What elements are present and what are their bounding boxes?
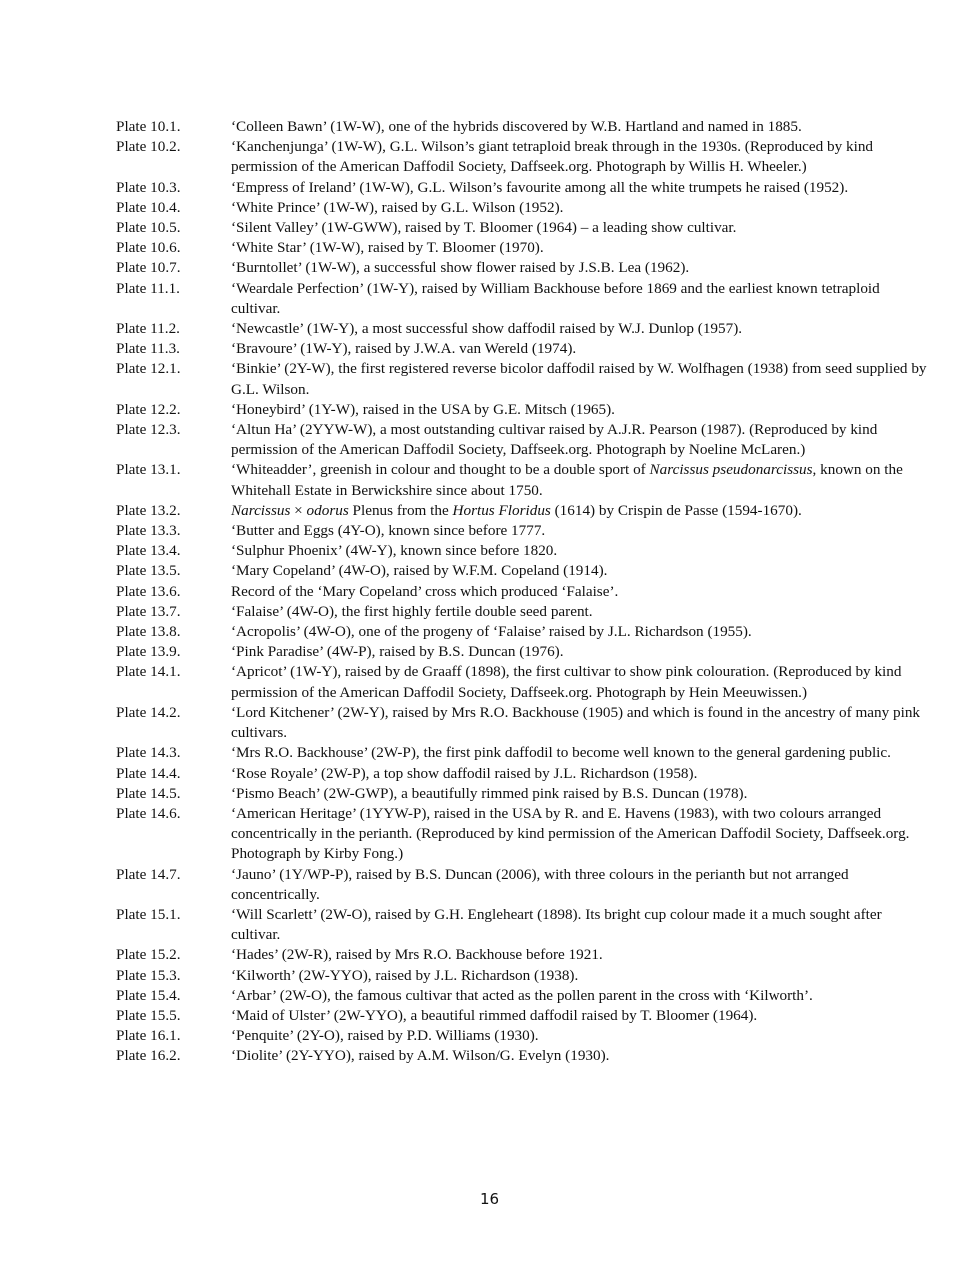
- plate-caption: [231, 582, 931, 602]
- plate-caption: [231, 966, 931, 986]
- plate-entry: [116, 1046, 931, 1066]
- plate-entry: [116, 662, 931, 702]
- plate-entry: [116, 622, 931, 642]
- plate-entry: [116, 945, 931, 965]
- plate-entry: [116, 1026, 931, 1046]
- caption-text: ‘Empress of Ireland’ (1W-W), G.L. Wilson’s favourite among all the white trumpets he raised (1952).: [231, 178, 849, 196]
- plate-label: Plate 13.4.: [116, 542, 181, 560]
- caption-text: ‘Mary Copeland’ (4W-O), raised by W.F.M. Copeland (1914).: [231, 562, 608, 580]
- plate-label: Plate 12.3.: [116, 421, 181, 439]
- plate-caption: [231, 400, 931, 420]
- plate-entry: [116, 258, 931, 278]
- caption-text: ‘Maid of Ulster’ (2W-YYO), a beautiful rimmed daffodil raised by T. Bloomer (1964).: [231, 1006, 758, 1024]
- plate-entry: [116, 218, 931, 238]
- caption-text: ‘Diolite’ (2Y-YYO), raised by A.M. Wilson/G. Evelyn (1930).: [231, 1047, 610, 1065]
- caption-text: ‘White Prince’ (1W-W), raised by G.L. Wilson (1952).: [231, 198, 564, 216]
- caption-text: ‘Mrs R.O. Backhouse’ (2W-P), the first pink daffodil to become well known to the general gardening public.: [231, 744, 891, 762]
- caption-text: ‘Acropolis’ (4W-O), one of the progeny of ‘Falaise’ raised by J.L. Richardson (1955).: [231, 623, 752, 641]
- plate-entry: [116, 178, 931, 198]
- plate-caption: [231, 945, 931, 965]
- plate-caption: [231, 1026, 931, 1046]
- plate-caption: [231, 178, 931, 198]
- plate-label: Plate 13.9.: [116, 643, 181, 661]
- caption-text: ‘Bravoure’ (1W-Y), raised by J.W.A. van Wereld (1974).: [231, 340, 577, 358]
- plate-entry: [116, 238, 931, 258]
- plate-caption: [231, 804, 931, 865]
- plate-caption: [231, 602, 931, 622]
- plate-entry: [116, 339, 931, 359]
- plate-caption: [231, 764, 931, 784]
- plate-entry: [116, 582, 931, 602]
- caption-text: ‘Pink Paradise’ (4W-P), raised by B.S. Duncan (1976).: [231, 643, 564, 661]
- plate-caption: [231, 198, 931, 218]
- caption-text: ‘Weardale Perfection’ (1W-Y), raised by William Backhouse before 1869 and the earliest known tetraploid cultivar.: [231, 279, 880, 317]
- plate-list: [116, 117, 931, 1067]
- plate-caption: [231, 501, 931, 521]
- plate-entry: [116, 117, 931, 137]
- caption-text: ‘Burntollet’ (1W-W), a successful show flower raised by J.S.B. Lea (1962).: [231, 259, 690, 277]
- plate-label: Plate 10.1.: [116, 118, 181, 135]
- plate-entry: [116, 420, 931, 460]
- caption-text: Record of the ‘Mary Copeland’ cross which produced ‘Falaise’.: [231, 582, 619, 600]
- plate-label: Plate 10.7.: [116, 259, 181, 277]
- italic-text: Narcissus: [231, 501, 291, 519]
- caption-text: ‘Silent Valley’ (1W-GWW), raised by T. Bloomer (1964) – a leading show cultivar.: [231, 219, 737, 237]
- plate-label: Plate 10.2.: [116, 138, 181, 156]
- plate-label: Plate 13.3.: [116, 522, 181, 540]
- plate-caption: [231, 865, 931, 905]
- caption-text: ‘Hades’ (2W-R), raised by Mrs R.O. Backhouse before 1921.: [231, 946, 603, 964]
- plate-entry: [116, 642, 931, 662]
- plate-caption: [231, 521, 931, 541]
- plate-caption: [231, 784, 931, 804]
- plate-label: Plate 14.6.: [116, 804, 181, 822]
- caption-text: ‘Altun Ha’ (2YYW-W), a most outstanding cultivar raised by A.J.R. Pearson (1987). (Reproduced by kind permission of the American Daffodil Society, Daffseek.org. Photograph by Noeline McLaren.): [231, 421, 878, 459]
- plate-entry: [116, 966, 931, 986]
- plate-entry: [116, 319, 931, 339]
- plate-label: Plate 15.1.: [116, 905, 181, 923]
- plate-label: Plate 14.4.: [116, 764, 181, 782]
- plate-label: Plate 11.1.: [116, 279, 180, 297]
- caption-text: ‘Newcastle’ (1W-Y), a most successful show daffodil raised by W.J. Dunlop (1957).: [231, 320, 743, 338]
- plate-caption: [231, 541, 931, 561]
- caption-text: ‘White Star’ (1W-W), raised by T. Bloomer (1970).: [231, 239, 544, 257]
- caption-text: ‘Lord Kitchener’ (2W-Y), raised by Mrs R.O. Backhouse (1905) and which is found in the ancestry of many pink cultivars.: [231, 703, 921, 742]
- plate-caption: [231, 561, 931, 581]
- page-number: 16: [479, 1190, 500, 1208]
- caption-text: ×: [290, 501, 307, 519]
- plate-label: Plate 11.2.: [116, 320, 180, 338]
- plate-entry: [116, 460, 931, 500]
- plate-label: Plate 13.8.: [116, 623, 181, 641]
- caption-text: , known on the Whitehall Estate in Berwickshire since about 1750.: [231, 461, 903, 499]
- plate-caption: [231, 905, 931, 945]
- caption-text: ‘Penquite’ (2Y-O), raised by P.D. Williams (1930).: [231, 1027, 539, 1045]
- plate-entry: [116, 804, 931, 865]
- caption-text: ‘Colleen Bawn’ (1W-W), one of the hybrids discovered by W.B. Hartland and named in 1885.: [231, 118, 802, 135]
- plate-entry: [116, 279, 931, 319]
- caption-text: ‘Jauno’ (1Y/WP-P), raised by B.S. Duncan (2006), with three colours in the perianth but not arranged concentrically.: [231, 865, 849, 903]
- plate-label: Plate 10.6.: [116, 239, 181, 257]
- caption-text: (1614) by Crispin de Passe (1594-1670).: [550, 501, 802, 519]
- plate-caption: [231, 238, 931, 258]
- plate-entry: [116, 1006, 931, 1026]
- plate-caption: [231, 642, 931, 662]
- plate-caption: [231, 117, 931, 137]
- plate-label: Plate 11.3.: [116, 340, 180, 358]
- caption-text: ‘Binkie’ (2Y-W), the first registered reverse bicolor daffodil raised by W. Wolfhagen (1938) from seed supplied by G.L. Wilson.: [231, 360, 927, 398]
- caption-text: ‘Falaise’ (4W-O), the first highly fertile double seed parent.: [231, 602, 593, 620]
- plate-label: Plate 14.2.: [116, 703, 181, 721]
- plate-entry: [116, 764, 931, 784]
- plate-label: Plate 15.3.: [116, 966, 181, 984]
- plate-label: Plate 16.1.: [116, 1027, 181, 1045]
- caption-text: ‘Sulphur Phoenix’ (4W-Y), known since before 1820.: [231, 542, 558, 560]
- caption-text: ‘Pismo Beach’ (2W-GWP), a beautifully rimmed pink raised by B.S. Duncan (1978).: [231, 784, 748, 802]
- plate-label: Plate 15.4.: [116, 986, 181, 1004]
- plate-label: Plate 10.5.: [116, 219, 181, 237]
- plate-entry: [116, 521, 931, 541]
- plate-label: Plate 13.7.: [116, 602, 181, 620]
- plate-entry: [116, 359, 931, 399]
- plate-entry: [116, 541, 931, 561]
- plate-caption: [231, 662, 931, 702]
- plate-entry: [116, 905, 931, 945]
- plate-caption: [231, 420, 931, 460]
- plate-label: Plate 14.1.: [116, 663, 181, 681]
- plate-caption: [231, 339, 931, 359]
- plate-label: Plate 12.2.: [116, 400, 181, 418]
- plate-caption: [231, 1006, 931, 1026]
- plate-caption: [231, 137, 931, 177]
- plate-label: Plate 14.7.: [116, 865, 181, 883]
- italic-text: Narcissus pseudonarcissus: [649, 461, 813, 479]
- plate-label: Plate 15.5.: [116, 1006, 181, 1024]
- caption-text: ‘Honeybird’ (1Y-W), raised in the USA by G.E. Mitsch (1965).: [231, 400, 615, 418]
- plate-label: Plate 15.2.: [116, 946, 181, 964]
- plate-label: Plate 10.3.: [116, 178, 181, 196]
- plate-label: Plate 13.1.: [116, 461, 181, 479]
- plate-caption: [231, 359, 931, 399]
- plate-caption: [231, 622, 931, 642]
- caption-text: ‘Rose Royale’ (2W-P), a top show daffodil raised by J.L. Richardson (1958).: [231, 764, 698, 782]
- caption-text: ‘Will Scarlett’ (2W-O), raised by G.H. Engleheart (1898). Its bright cup colour made it a much sought after cultivar.: [231, 905, 882, 944]
- plate-caption: [231, 1046, 931, 1066]
- plate-label: Plate 16.2.: [116, 1047, 181, 1065]
- plate-label: Plate 13.2.: [116, 501, 181, 519]
- plate-label: Plate 13.6.: [116, 582, 181, 600]
- plate-label: Plate 12.1.: [116, 360, 181, 378]
- plate-label: Plate 13.5.: [116, 562, 181, 580]
- caption-text: ‘Kanchenjunga’ (1W-W), G.L. Wilson’s giant tetraploid break through in the 1930s. (Reproduced by kind permission of the American Daffodil Society, Daffseek.org. Photograph by Willis H. Wheeler.): [231, 138, 874, 176]
- caption-text: ‘Whiteadder’, greenish in colour and thought to be a double sport of: [231, 461, 650, 479]
- plate-caption: [231, 986, 931, 1006]
- caption-text: Plenus from the: [348, 501, 453, 519]
- caption-text: ‘Butter and Eggs (4Y-O), known since before 1777.: [231, 522, 546, 540]
- plate-entry: [116, 198, 931, 218]
- plate-caption: [231, 743, 931, 763]
- plate-label: Plate 14.5.: [116, 784, 181, 802]
- plate-entry: [116, 501, 931, 521]
- plate-label: Plate 10.4.: [116, 198, 181, 216]
- plate-caption: [231, 703, 931, 743]
- plate-entry: [116, 986, 931, 1006]
- plate-entry: [116, 602, 931, 622]
- italic-text: Hortus Floridus: [452, 501, 551, 519]
- plate-entry: [116, 703, 931, 743]
- caption-text: ‘Apricot’ (1W-Y), raised by de Graaff (1898), the first cultivar to show pink colouration. (Reproduced by kind permission of the American Daffodil Society, Daffseek.org. Photograph by Hein Meeuwissen.): [231, 663, 902, 701]
- plate-entry: [116, 561, 931, 581]
- plate-caption: [231, 218, 931, 238]
- plate-caption: [231, 460, 931, 500]
- italic-text: odorus: [306, 501, 349, 519]
- plate-entry: [116, 137, 931, 177]
- plate-caption: [231, 279, 931, 319]
- plate-entry: [116, 400, 931, 420]
- plate-entry: [116, 784, 931, 804]
- plate-caption: [231, 319, 931, 339]
- plate-entry: [116, 743, 931, 763]
- plate-caption: [231, 258, 931, 278]
- plate-label: Plate 14.3.: [116, 744, 181, 762]
- caption-text: ‘Arbar’ (2W-O), the famous cultivar that acted as the pollen parent in the cross with ‘Kilworth’.: [231, 986, 813, 1004]
- plate-entry: [116, 865, 931, 905]
- caption-text: ‘Kilworth’ (2W-YYO), raised by J.L. Richardson (1938).: [231, 966, 579, 984]
- caption-text: ‘American Heritage’ (1YYW-P), raised in the USA by R. and E. Havens (1983), with two colours arranged concentrically in the perianth. (Reproduced by kind permission of the American Daffodil Society, Daffseek.org. Photograph by Kirby Fong.): [231, 804, 910, 863]
